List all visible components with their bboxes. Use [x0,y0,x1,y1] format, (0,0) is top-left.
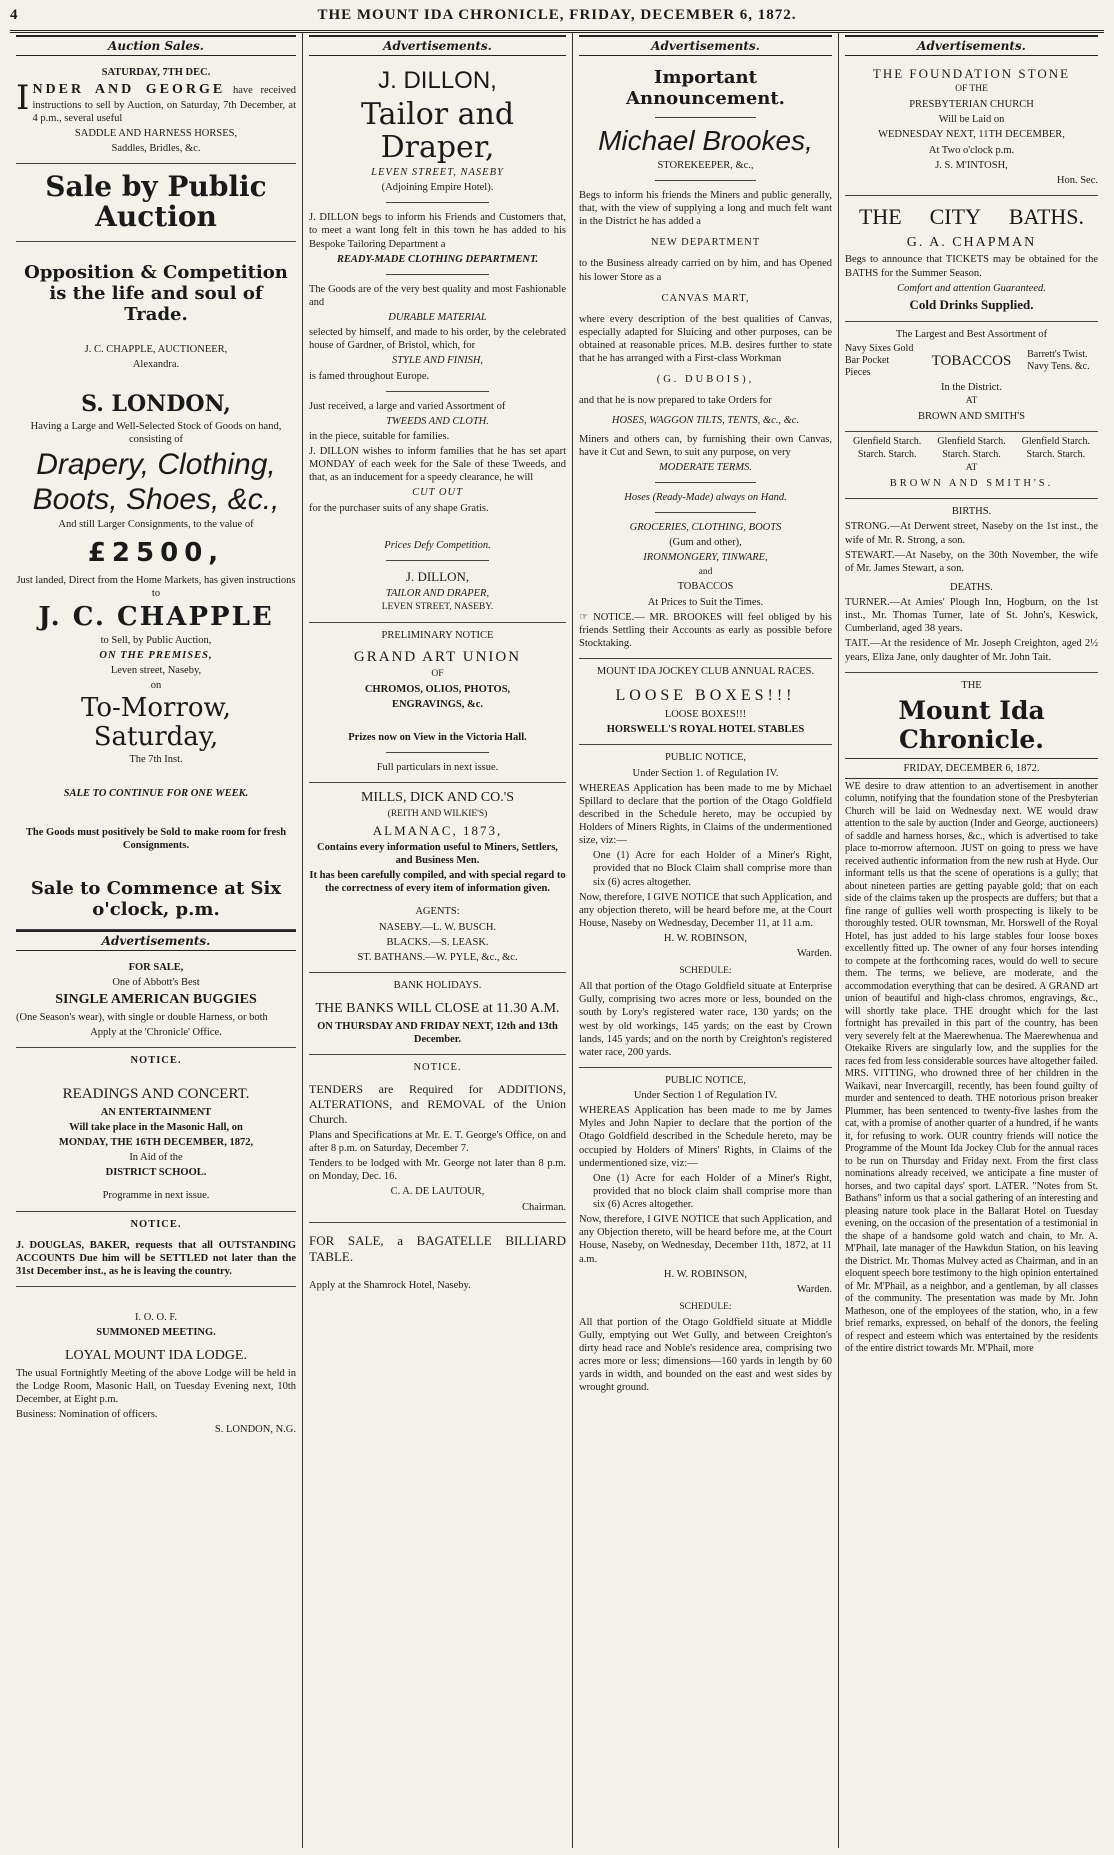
banks-close: THE BANKS WILL CLOSE at 11.30 A.M. [315,1001,560,1016]
miners: Miners and others can, by furnishing their own Canvas, have it Cut and Sewn, to suit any purpose, on very [579,433,832,458]
now-therefore: Now, therefore, I GIVE NOTICE that such Application, and any objection thereto, will be heard before me, at the Court House, Naseby on Wednesday, December 11, at 11 a.m. [579,891,832,929]
births: BIRTHS. [951,506,992,518]
tailor-heading: Tailor and Draper, [360,97,515,165]
schedule-body: All that portion of the Otago Goldfield situate at Middle Gully, emptying out Wet Gully, and between Creighton's dirty head race and Noble's residence area, comprising two acres more or less; dimensions—160 yards in length by 60 yards in width, and bounded on the east and west sides by wrought ground. [579,1316,832,1394]
shamrock: Apply at the Shamrock Hotel, Naseby. [309,1280,471,1292]
landed: Just landed, Direct from the Home Markets, has given instructions to [16,574,296,599]
tobacco-right: Barrett's Twist. Navy Tens. &c. [1027,349,1090,373]
editorial-body: WE desire to draw attention to an advertisement in another column, notifying that the foundation stone of the Presbyterian Church will be laid on Wednesday next. WE would draw attention to the sale by auction (Inder and George, auctioneers) of saddle and harness horses, &c., which is advertised to take place to-morrow afternoon. JUST on going to press we have received authentic information from the new rush at Hyde. Our informant tells us that the scene of operations is a gully; that about nineteen parties are getting payable gold; that on each side of the claims taken up the prospects are duffers; but that a fine range of gullies well worth prospecting is likely to be thoroughly tested. OUR townsman, Mr. Horswell of the Royal Hotel, has just added to his large stables four loose boxes excellently fitted up. The owner of any four horses intending to compete at the forthcoming races, would do well to secure them. The terms, we believe, are moderate, and the accommodation everything that can be desired. A GRAND art union of beautiful and high-class chromos, engravings, &c., will shortly take place. THE drought which for the last fortnight has prevailed in this part of the country, has been very severely felt at the Maerewhenua. The Maerewhenua and Otekaike Rivers are singularly low, and the supplies for the races fed from less considerable sources have altogether failed. MRS. VITTING, who drowned three of her children in the Waikavi, near Invercargill, recently, has been found guilty of murder and sentenced to death. THE notorious prison breaker Plummer, has been sentenced to twenty-five lashes from the cat, with a promise of another quarter of a hundred, if he wants it, for refusing to work. OUR country friends will notice the Programme of the Mount Ida Jockey Club for the annual races to be run on Thursday and Friday next. From the first class nominations already received, we anticipate a fine muster of horses, and two capital days' sport. LATER. "Notes from St. Bathans" inform us that a social gathering of an interesting and pleasing nature took place in the Ballarat Hotel on Tuesday evening, on the occasion of the presentation of a testimonial in the shape of a handsome gold watch and chain, to Mr. A. M'Phail, late manager of the Hawkdun Station, on his leaving the District. Mr. Thomas Mulvey acted as Chairman, and in an eloquent speech bore testimony to the high opinion entertained of Mr. M'Phail, as a neighbor, and a gentleman, by all classes of the community. The presentation was made by Mr. John Matheson, one of the employees of the station, who, in a few brief remarks, expressed, on behalf of the donors, the feeling of respect and esteem which was entertained by the residents of the entire district towards Mr. M'Phail, more [845,780,1098,1355]
whereas: WHEREAS Application has been made to me by James Myles and John Napier to declare that the portion of the Otago Goldfield described in the Schedule hereto, may be occupied by Holders of Miners' Rights, in Claims of the undermentioned size, viz:— [579,1105,832,1169]
jockey: MOUNT IDA JOCKEY CLUB ANNUAL RACES. [596,666,815,678]
auctioneer-name: NDER AND GEORGE [32,82,226,98]
art-union-ad [309,623,566,783]
tailor-sign: TAILOR AND DRAPER, [385,588,490,599]
death-turner: TURNER.—At Amies' Plough Inn, Hogburn, on the 1st inst., Mr. Thomas Turner, late of St. John's, Keswick, Cumberland, aged 38 years. [845,597,1098,635]
prizes: Prizes now on View in the Victoria Hall. [348,732,527,743]
agent-2: BLACKS.—S. LEASK. [386,936,489,948]
ironmongery: IRONMONGERY, TINWARE, [643,552,768,564]
business: Business: Nomination of officers. [16,1409,158,1421]
inder-george-ad [16,60,296,164]
street-sign: LEVEN STREET, NASEBY. [381,602,494,613]
tenders: TENDERS are Required for ADDITIONS, ALTERATIONS, and REMOVAL of the Union Church. [309,1081,566,1126]
famed: is famed throughout Europe. [309,370,430,382]
largest: The Largest and Best Assortment of [895,329,1048,340]
public-notice-heading: PUBLIC NOTICE, [664,752,747,764]
comfort: Comfort and attention Guaranteed. [897,282,1046,294]
chairman: Chairman. [521,1201,566,1213]
editorial [845,673,1098,1356]
consignments: And still Larger Consignments, to the value of [58,519,254,531]
brookes-notice: ☞ NOTICE.— MR. BROOKES will feel obliged by his friends Settling their Accounts as early as possible before Stocktaking. [579,611,832,649]
saddle-horses: SADDLE AND HARNESS HORSES, [74,127,238,139]
piece: in the piece, suitable for families. [309,430,450,442]
commence: Sale to Commence at Six o'clock, p.m. [30,877,282,920]
deaths: DEATHS. [950,581,993,593]
city-baths [845,204,1098,230]
column-header: Advertisements. [309,35,566,56]
column-header: Advertisements. [579,35,832,56]
column-4 [839,33,1104,1848]
in-district: In the District. [941,382,1002,394]
for-sale-bagatelle: FOR SALE, a BAGATELLE BILLIARD TABLE. [309,1232,566,1264]
of-the: OF THE [955,84,988,95]
starch-col-1: Glenfield Starch. Starch. Starch. [853,436,922,460]
leven-street: LEVEN STREET, NASEBY [371,167,504,178]
chapman: G. A. CHAPMAN [906,234,1037,250]
public-notice-1 [579,745,832,1068]
where: where every description of the best qualities of Canvas, especially adapted for Sluicing and other purposes, can be obtained at reasonable prices. M.B. desires further to state that he has arranged with a First-class Workman [579,313,832,365]
tenders-ad [309,1055,566,1223]
continue: SALE TO CONTINUE FOR ONE WEEK. [63,787,249,799]
column-header: Auction Sales. [16,35,296,56]
will-be: Will be Laid on [938,114,1005,126]
foundation: THE FOUNDATION STONE [872,66,1071,81]
bank-holidays-ad [309,973,566,1055]
prepared: and that he is now prepared to take Orders for [579,395,772,407]
section: Under Section 1. of Regulation IV. [632,767,779,779]
bagatelle-ad [309,1223,566,1301]
one-acre: One (1) Acre for each Holder of a Miner's Right, provided that no block claim shall comprise more than six (6) Acres altogether. [593,1172,832,1211]
auctioneer: J. C. CHAPPLE, AUCTIONEER, [84,343,228,355]
almanac-ad [309,783,566,973]
bank-heading: BANK HOLIDAYS. [393,979,482,991]
dillon-begs: J. DILLON begs to inform his Friends and Customers that, to meet a want long felt in this town he has added to his Bespoke Tailoring Department a [309,212,566,250]
buggy-ad [16,955,296,1048]
baths-city: CITY [929,203,981,229]
baths-baths: BATHS. [1008,203,1085,229]
birth-strong: STRONG.—At Derwent street, Naseby on the 1st inst., the wife of Mr. R. Strong, a son. [845,521,1098,546]
michael-brookes: Michael Brookes, [598,125,813,156]
presbyterian: PRESBYTERIAN CHURCH [909,99,1034,111]
douglas-ad [16,1212,296,1288]
selected: selected by himself, and made to his order, by the celebrated house of Gardner, of Bristol, which, for [309,327,566,352]
auction-date: SATURDAY, 7TH DEC. [101,67,211,78]
dillon-ad [309,60,566,623]
prices-times: At Prices to Suit the Times. [647,596,764,608]
tobacco-ad [845,322,1098,432]
loose-boxes: LOOSE BOXES!!! [615,687,796,705]
compiled: It has been carefully compiled, and with special regard to the correctness of every item of information given. [309,870,566,895]
column-header: Advertisements. [845,35,1098,56]
brown-smith: BROWN AND SMITH'S [918,411,1025,423]
on-word: on [150,680,162,692]
agent-3: ST. BATHANS.—W. PYLE, &c., &c. [357,951,518,963]
mintosh: J. S. M'INTOSH, [935,159,1008,171]
two-oclock: At Two o'clock p.m. [928,144,1015,156]
received: Just received, a large and varied Assortment of [309,400,506,412]
wishes: J. DILLON wishes to inform families that he has set apart MONDAY of each week for the Sale of these Tweeds, and that, as an inducement for a speedy clearance, he will [309,446,566,484]
brookes-begs: Begs to inform his friends the Miners and public generally, that, with the view of supplying a long and much felt want in the District he has added a [579,189,832,228]
notice-heading: NOTICE. [413,1061,462,1073]
contains: Contains every information useful to Miners, Settlers, and Business Men. [317,841,558,866]
in-aid: In Aid of the [129,1152,183,1164]
loose-boxes-2: LOOSE BOXES!!! [664,709,747,721]
adjoining: (Adjoining Empire Hotel). [381,182,494,194]
full-particulars: Full particulars in next issue. [376,762,499,774]
london-name: S. LONDON, [81,391,231,418]
important: Important Announcement. [626,67,785,109]
and: and [698,566,713,577]
drapery: Drapery, Clothing, [36,448,276,482]
programme: Programme in next issue. [102,1190,210,1202]
concert-ad [16,1048,296,1212]
at: AT [965,463,978,474]
lodge-ad [16,1287,296,1444]
delautour: C. A. DE LAUTOUR, [390,1186,485,1198]
starch-col-2: Glenfield Starch. Starch. Starch. [937,436,1006,460]
sale-title: Sale by Public Auction [45,170,267,233]
groceries: GROCERIES, CLOTHING, BOOTS [629,522,782,534]
public-notice-heading: PUBLIC NOTICE, [664,1074,747,1086]
editorial-date: FRIDAY, DECEMBER 6, 1872. [845,758,1098,779]
hon-sec: Hon. Sec. [1056,174,1098,186]
column-1 [10,33,303,1848]
at: AT [965,396,978,407]
one-of: One of Abbott's Best [112,977,200,989]
for-sale: FOR SALE, [128,961,184,973]
chapple-name: J. C. CHAPPLE [38,601,274,632]
moderate: MODERATE TERMS. [659,461,752,473]
chromos: CHROMOS, OLIOS, PHOTOS, [364,683,511,695]
cold-drinks: Cold Drinks Supplied. [909,296,1034,312]
monday: MONDAY, THE 16TH DECEMBER, 1872, [58,1137,254,1149]
dubois: (G. DUBOIS), [656,374,755,386]
new-department: NEW DEPARTMENT [650,237,761,249]
schedule: SCHEDULE: [679,1301,732,1312]
grand-art-union: GRAND ART UNION [353,649,522,666]
hoses-ready: Hoses (Ready-Made) always on Hand. [624,492,787,504]
robinson: H. W. ROBINSON, [663,933,748,945]
tobacco-left: Navy Sixes Gold Bar Pocket Pieces [845,343,914,379]
warden: Warden. [796,948,832,960]
baths-ad [845,196,1098,322]
masthead-title: THE MOUNT IDA CHRONICLE, FRIDAY, DECEMBER 6, 1872. [317,6,797,23]
buggies-body: (One Season's wear), with single or double Harness, or both [16,1011,268,1023]
storekeeper: STOREKEEPER, &c., [657,159,754,171]
engravings: ENGRAVINGS, &c. [391,698,484,710]
brookes-ad [579,60,832,659]
canvas-mart: CANVAS MART, [661,292,750,304]
schedule-body: All that portion of the Otago Goldfield situate at Enterprise Gully, comprising two acres more or less, bounded on the south by Lory's registered water race, 130 yards; on the west by old workings, 145 yards; on the east by Crown lands, 145 yards; and on the north by Creighton's registered water race, 200 yards. [579,981,832,1058]
opposition-heading: Opposition & Competition is the life and soul of Trade. [24,261,288,325]
notice-heading: NOTICE. [130,1218,182,1230]
page-number: 4 [10,6,19,23]
lodge-body: The usual Fortnightly Meeting of the above Lodge will be held in the Lodge Room, Masonic Hall, on Tuesday Evening next, 10th December, at Eight p.m. [16,1367,296,1406]
the: THE [961,679,982,691]
tomorrow: To-Morrow, Saturday, [81,693,231,752]
robinson: H. W. ROBINSON, [663,1268,748,1280]
brown-smith: BROWN AND SMITH'S. [889,478,1054,490]
section: Under Section 1 of Regulation IV. [633,1090,778,1102]
auction-body: have received instructions to sell by Auction, on Saturday, 7th December, at 4 p.m., several useful [32,85,296,124]
goods-sold: The Goods must positively be Sold to make room for fresh Consignments. [25,826,287,851]
notice-heading: NOTICE. [130,1054,182,1066]
starch-ad [845,432,1098,499]
wednesday: WEDNESDAY NEXT, 11TH DECEMBER, [878,129,1065,141]
plans: Plans and Specifications at Mr. E. T. George's Office, on and after 8 p.m. on Saturday, December 7. [309,1129,566,1154]
schedule: SCHEDULE: [679,966,732,977]
thursday-friday: ON THURSDAY AND FRIDAY NEXT, 12th and 13th December. [317,1020,558,1045]
prelim: PRELIMINARY NOTICE [381,630,494,641]
reith: (REITH AND WILKIE'S) [387,808,488,819]
horswell: HORSWELL'S ROYAL HOTEL STABLES [606,724,805,736]
location: Alexandra. [132,359,180,371]
death-tait: TAIT.—At the residence of Mr. Joseph Creighton, aged 2½ years, Eliza Jane, only daughter of Mr. John Tait. [845,638,1098,663]
hoses: HOSES, WAGGON TILTS, TENTS, &c., &c. [611,414,800,426]
style-finish: STYLE AND FINISH, [391,355,484,367]
foundation-ad [845,60,1098,196]
starch-row [845,436,1098,461]
gum: (Gum and other), [669,537,742,549]
stock-intro: Having a Large and Well-Selected Stock of Goods on hand, consisting of [30,421,282,446]
tweeds: TWEEDS AND CLOTH. [386,415,489,427]
whereas: WHEREAS Application has been made to me by Michael Spillard to declare that the portion of the Otago Goldfield described in the Schedule hereto, may be occupied by Holders of Miners Rights, in Claims of the undermentioned size, viz:— [579,782,832,847]
dillon-name: J. DILLON, [378,67,497,94]
entertainment: AN ENTERTAINMENT [100,1106,212,1118]
ready-made: READY-MADE CLOTHING DEPARTMENT. [336,253,539,265]
cut-out: CUT OUT [412,487,463,499]
to-sell: to Sell, by Public Auction, [100,634,212,646]
apply: Apply at the 'Chronicle' Office. [90,1026,222,1038]
public-auction-ad [16,164,296,242]
boots: Boots, Shoes, &c., [32,483,280,517]
buggies: SINGLE AMERICAN BUGGIES [55,992,257,1008]
tobacco-row [845,343,1098,379]
one-acre: One (1) Acre for each Holder of a Miner's Right, provided that no Block Claim shall comprise more than six (6) acres altogether. [593,850,832,888]
goods-quality: The Goods are of the very best quality and most Fashionable and [309,283,566,308]
leven-street: Leven street, Naseby, [110,665,202,677]
readings-title: READINGS AND CONCERT. [62,1086,250,1103]
chronicle-title: Mount Ida Chronicle. [898,695,1045,754]
warden: Warden. [796,1283,832,1295]
amount: £2500, [87,537,225,568]
column-2 [303,33,573,1848]
columns [10,33,1104,1848]
masthead [10,0,1104,33]
column-header-2: Advertisements. [16,930,296,951]
chapple-ad [16,242,296,930]
seventh: The 7th Inst. [129,754,183,766]
now-therefore: Now, therefore, I GIVE NOTICE that such Application, and any Objection thereto, will be heard before me, at the Court House, Naseby, on Wednesday, December 11th, 1872, at 11 a.m. [579,1214,832,1265]
premises: ON THE PREMISES, [99,649,213,661]
durable: DURABLE MATERIAL [388,312,487,323]
saddles: Saddles, Bridles, &c. [111,143,201,154]
tobacco-mid: TOBACCOS [931,353,1012,370]
masonic: Will take place in the Masonic Hall, on [69,1121,243,1133]
drop-cap: I [16,78,30,119]
births-deaths [845,499,1098,672]
column-3 [573,33,839,1848]
lodge-sign: S. LONDON, N.G. [214,1424,296,1436]
of: OF [431,668,444,679]
baths-the: THE [858,203,902,229]
jockey-club-ad [579,659,832,745]
defy: Prices Defy Competition. [384,539,491,551]
purchaser: for the purchaser suits of any shape Gratis. [309,502,489,514]
agent-1: NASEBY.—L. W. BUSCH. [378,921,497,933]
mills-dick: MILLS, DICK AND CO.'S [360,790,515,806]
business: to the Business already carried on by him, and has Opened his lower Store as a [579,258,832,283]
agents: AGENTS: [415,906,460,918]
starch-col-3: Glenfield Starch. Starch. Starch. [1021,436,1090,460]
loyal-lodge: LOYAL MOUNT IDA LODGE. [65,1348,247,1364]
district-school: DISTRICT SCHOOL. [105,1167,207,1179]
ioof: I. O. O. F. [134,1312,178,1324]
douglas-body: J. DOUGLAS, BAKER, requests that all OUTSTANDING ACCOUNTS Due him will be SETTLED not later than the 31st December inst., as he is leaving the country. [16,1239,296,1277]
birth-stewart: STEWART.—At Naseby, on the 30th November, the wife of Mr. James Stewart, a son. [845,549,1098,574]
tobaccos: TOBACCOS [677,581,734,593]
dillon-sign: J. DILLON, [405,568,470,584]
almanac: ALMANAC, 1873, [372,822,503,838]
lodged: Tenders to be lodged with Mr. George not later than 8 p.m. on Monday, Dec. 16. [309,1158,566,1183]
chapman-body: Begs to announce that TICKETS may be obtained for the BATHS for the Summer Season. [845,254,1098,279]
summoned: SUMMONED MEETING. [96,1327,216,1339]
public-notice-2 [579,1068,832,1403]
